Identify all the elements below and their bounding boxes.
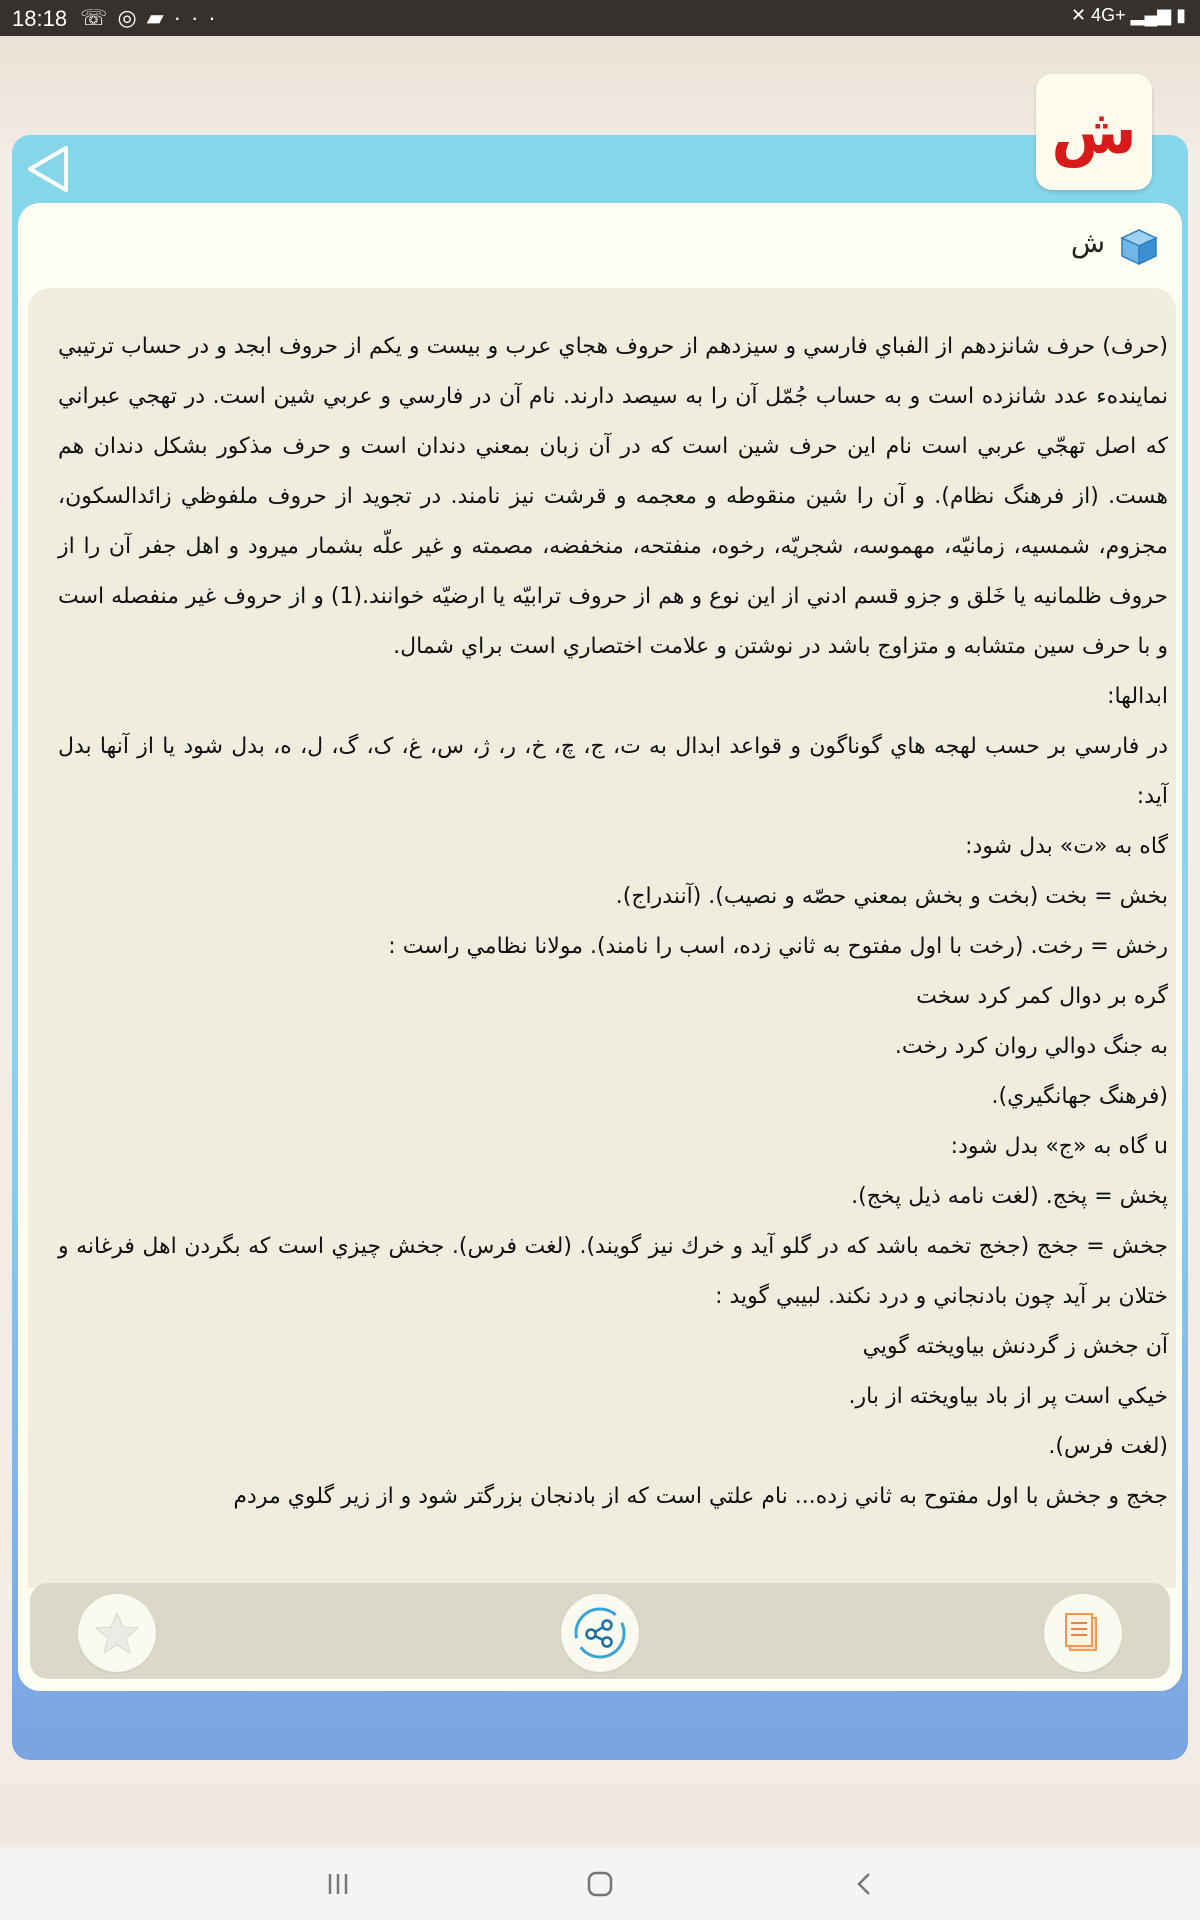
- share-button[interactable]: [561, 1594, 639, 1672]
- recent-apps-icon: [323, 1871, 353, 1897]
- home-icon: [585, 1869, 615, 1899]
- back-triangle-icon[interactable]: [26, 144, 72, 194]
- battery-icon: ▮: [1176, 5, 1186, 25]
- paragraph: جخج و جخش با اول مفتوح به ثاني زده... نام علتي است كه از بادنجان بزرگتر شود و از زير گلوي مردم: [233, 1484, 1168, 1509]
- network-label: 4G+: [1091, 5, 1126, 25]
- star-icon: [93, 1609, 141, 1657]
- paragraph: در فارسي بر حسب لهجه هاي گوناگون و قواعد ابدال به ت، ج، چ، خ، ر، ژ، س، غ، ک، گ، ل، ه، بدل شود يا از آنها بدل آيد:: [58, 734, 1168, 809]
- paragraph: (لغت فرس).: [1048, 1434, 1168, 1459]
- paragraph: (حرف) حرف شانزدهم از الفباي فارسي و سيزدهم از حروف هجاي عرب و بيست و يكم از حروف ابجد و در حساب ترتيبي نمايندهء عدد شانزده است و به حساب جُمّل آن را به سيصد دارند. نام آن در فارسي و عربي شين است. در تهجي عبراني كه اصل تهجّي عربي است نام اين حرف شين است كه در آن زبان بمعني دندان است و حرف مذكور بشكل دندان هم هست. (از فرهنگ نظام). و آن را شين منقوطه و معجمه و قرشت نيز نامند. در تجويد از حروف ملفوظي زائدالسكون، مجزوم، شمسيه، زمانيّه، مهموسه، شجريّه، رخوه، منفتحه، منخفضه، مصمته و غير علّه بشمار ميرود و اهل جفر آن را از حروف ظلمانيه يا خَلق و جزو قسم ادني از اين نوع و هم از حروف ترابيّه يا ارضيّه خوانند.(1) و از حروف غير منفصله است و با حرف سين متشابه و متزاوج باشد در نوشتن و علامت اختصاري است براي شمال.: [58, 334, 1168, 659]
- status-right: [1071, 5, 1186, 26]
- notification-icons: [80, 5, 226, 31]
- paragraph: رخش = رخت. (رخت با اول مفتوح به ثاني زده، اسب را نامند). مولانا نظامي راست :: [388, 934, 1168, 959]
- paragraph: به جنگ دوالي روان كرد رخت.: [894, 1034, 1168, 1059]
- definition-text: [58, 322, 1168, 1522]
- paragraph: آن جخش ز گردنش بياويخته گويي: [862, 1334, 1168, 1359]
- instagram-icon: ◎: [117, 5, 147, 30]
- home-button[interactable]: [576, 1860, 624, 1908]
- paragraph: پخش = پخج. (لغت نامه ذيل پخج).: [851, 1184, 1168, 1209]
- paragraph: گره بر دوال كمر كرد سخت: [916, 984, 1168, 1009]
- paragraph: گاه به «ت» بدل شود:: [965, 834, 1168, 859]
- paragraph: خيكي است پر از باد بياويخته از بار.: [848, 1384, 1168, 1409]
- nav-back-button[interactable]: [840, 1860, 888, 1908]
- chat-icon: ▰: [146, 5, 174, 30]
- letter-tile: [1036, 74, 1152, 190]
- share-icon: [571, 1604, 629, 1662]
- text-box[interactable]: [28, 288, 1176, 1588]
- paragraph: (فرهنگ جهانگيري).: [991, 1084, 1168, 1109]
- more-icon: ···: [173, 5, 226, 30]
- paragraph: بخش = بخت (بخت و بخش بمعني حصّه و نصيب). (آنندراج).: [615, 884, 1168, 909]
- mute-icon: ✕: [1070, 5, 1087, 25]
- signal-icon: ▂▄▆: [1130, 5, 1172, 25]
- status-time: 18:18: [12, 6, 68, 31]
- system-nav-bar: [0, 1848, 1200, 1920]
- back-icon: [852, 1869, 876, 1899]
- document-icon: [1058, 1608, 1108, 1658]
- cube-icon: [1118, 226, 1160, 268]
- paragraph: u گاه به «ج» بدل شود:: [950, 1134, 1168, 1159]
- recent-apps-button[interactable]: [314, 1860, 362, 1908]
- paragraph: جخش = جخج (جخج تخمه باشد كه در گلو آيد و خرك نيز گويند). (لغت فرس). جخش چيزي است كه بگردن اهل فرغانه و ختلان بر آيد چون بادنجاني و درد نكند. لبيبي گويد :: [58, 1234, 1168, 1309]
- letter-heading: ش: [1051, 95, 1137, 168]
- header-band: [0, 36, 1200, 146]
- card-title: ش: [1070, 226, 1105, 259]
- notes-button[interactable]: [1044, 1594, 1122, 1672]
- status-bar: [0, 0, 1200, 36]
- bottom-strip: [0, 1784, 1200, 1844]
- paragraph: ابدالها:: [1107, 684, 1168, 709]
- favorite-button[interactable]: [78, 1594, 156, 1672]
- missed-call-icon: ☏: [80, 5, 118, 30]
